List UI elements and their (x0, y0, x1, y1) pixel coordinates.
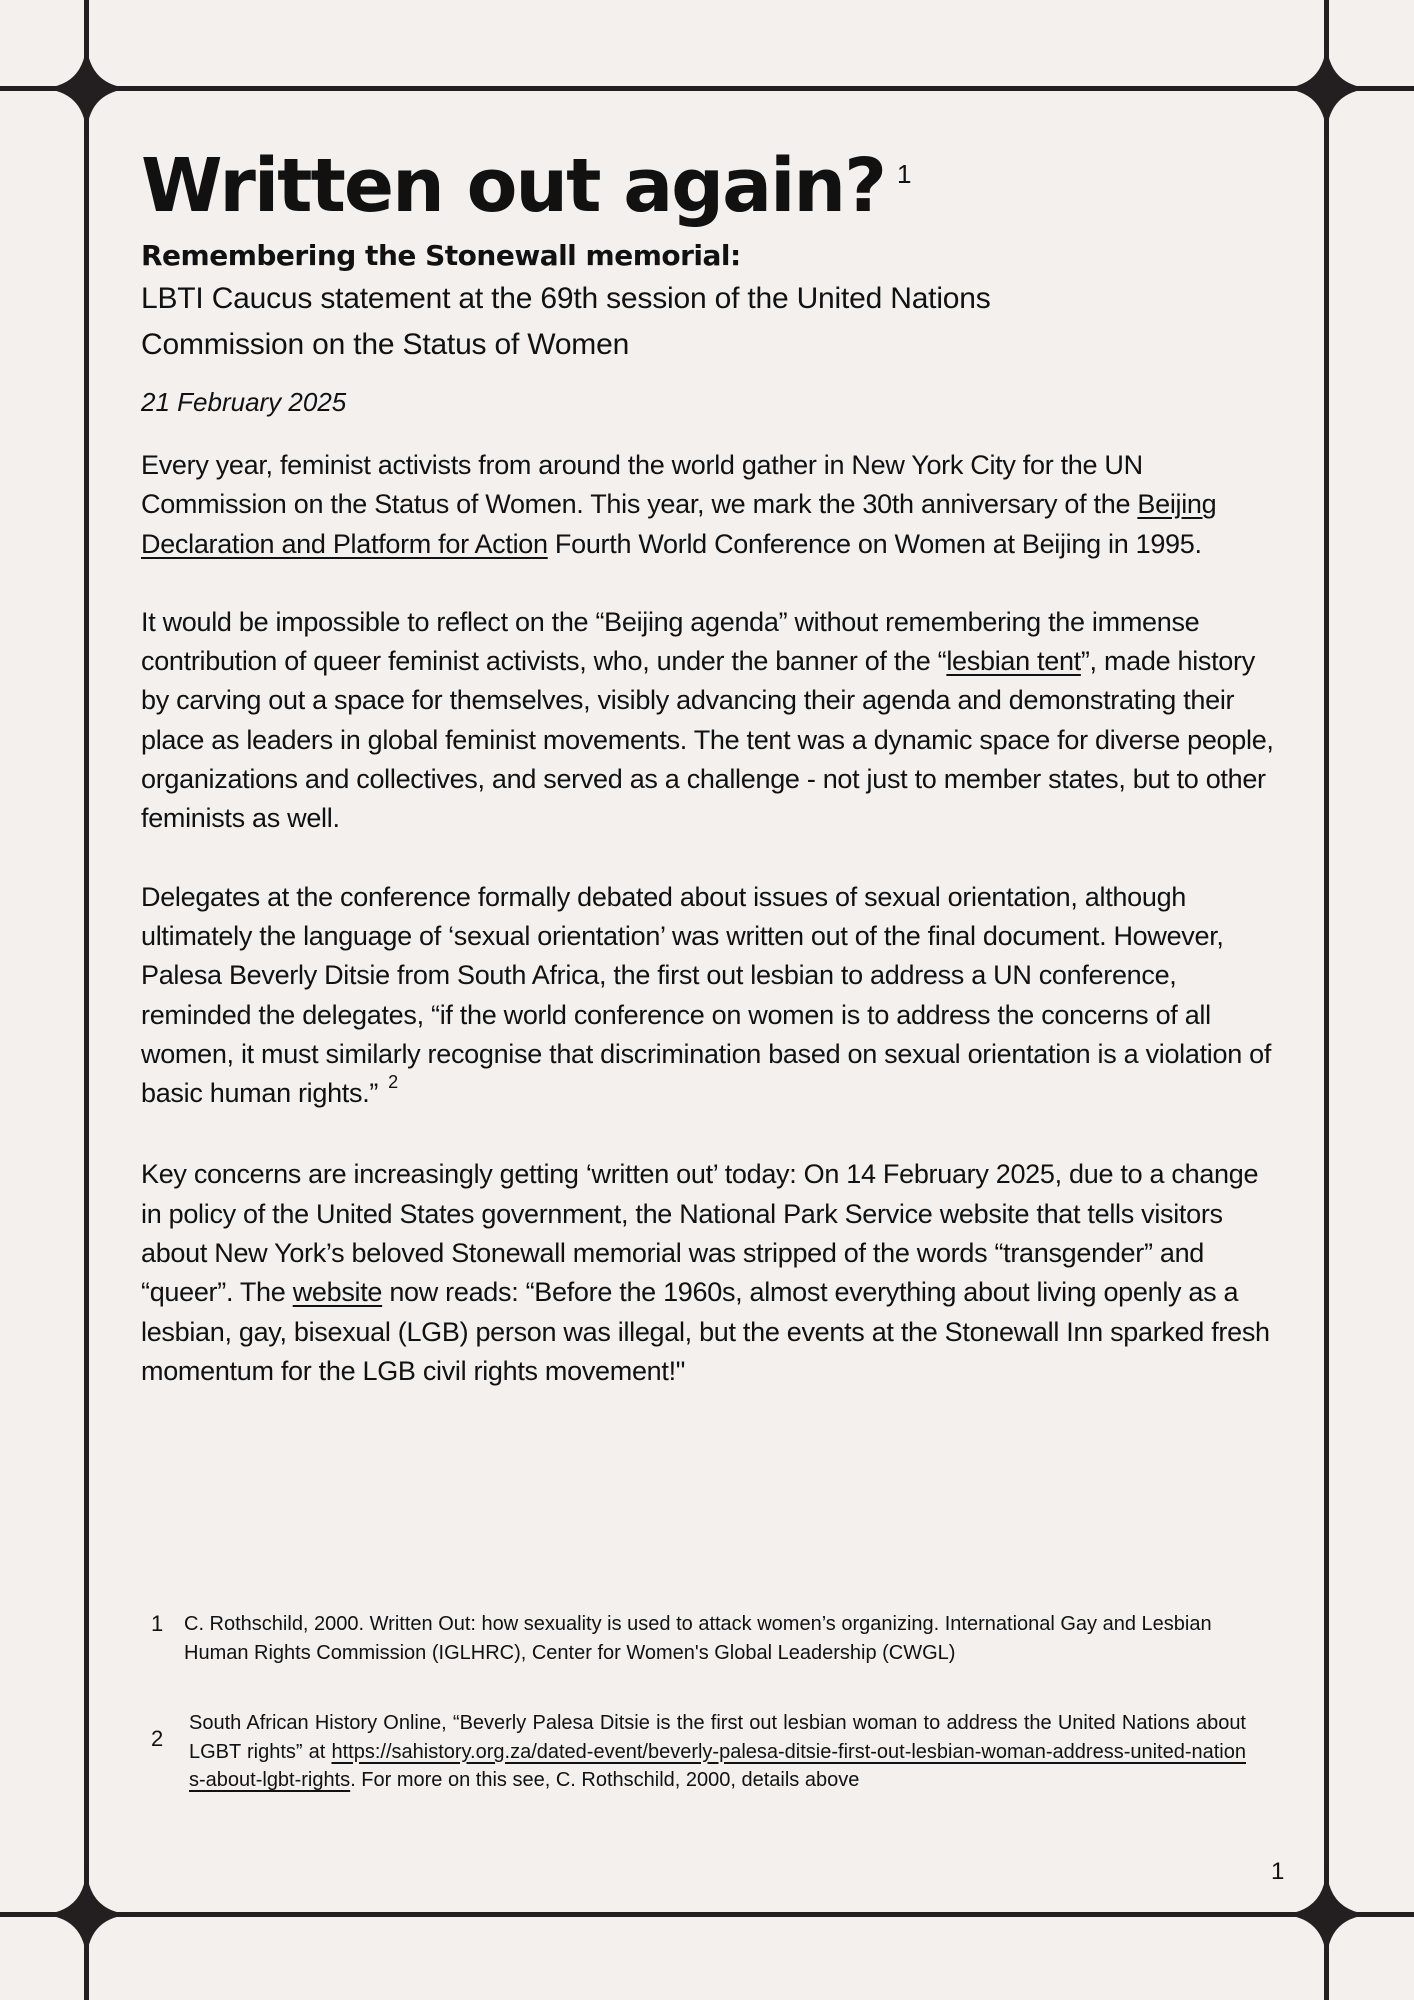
footnote-2 (141, 1709, 1246, 1795)
paragraph-text: Every year, feminist activists from around the world gather in New York City for the UN Commission on the Status of Women. This year, we mark the 30th anniversary of the (141, 450, 1143, 520)
website-link[interactable]: website (292, 1277, 383, 1308)
footnote-number: 1 (151, 1611, 164, 1636)
beijing-declaration-link[interactable]: Beijing Declaration and Platform for Action (141, 489, 1217, 559)
footnote-1 (141, 1610, 1246, 1667)
footnote-ref-2[interactable]: 2 (388, 1072, 398, 1093)
paragraph-intro (141, 446, 1276, 564)
frame-line-top (0, 86, 1414, 91)
frame-line-bottom (0, 1912, 1414, 1917)
lesbian-tent-link[interactable]: lesbian tent (946, 646, 1081, 677)
frame-line-right (1324, 0, 1329, 2000)
paragraph-delegates (141, 878, 1276, 1117)
page-title (141, 140, 1276, 232)
title-text: Written out again? (141, 143, 886, 229)
footnote-text (189, 1709, 1246, 1795)
footnote-number: 2 (151, 1726, 164, 1751)
paragraph-text: now reads: “Before the 1960s, almost everything about living openly as a lesbian, gay, bisexual (LGB) person was illegal, but the events at the Stonewall Inn sparked fresh momentum for the LGB civil rights movement!" (141, 1277, 1270, 1386)
paragraph-text: ”, made history by carving out a space for themselves, visibly advancing their agenda and demonstrating their place as leaders in global feminist movements. The tent was a dynamic space for diverse people, organizations and collectives, and served as a challenge - not just to member states, but to other feminists as well. (141, 646, 1274, 834)
document-body (141, 140, 1276, 1391)
publication-date: 21 February 2025 (141, 387, 347, 417)
title-footnote-ref[interactable]: 1 (897, 159, 912, 189)
footnote-text-part: South African History Online, “Beverly Palesa Ditsie is the first out lesbian woman to address the United Nations about LGBT rights” at (189, 1712, 1246, 1763)
page-number: 1 (1271, 1858, 1285, 1885)
footnotes (141, 1610, 1246, 1837)
footnote-text: C. Rothschild, 2000. Written Out: how sexuality is used to attack women’s organizing. International Gay and Lesbian Human Rights Commission (IGLHRC), Center for Women's Global Leadership (CWGL) (184, 1613, 1212, 1664)
paragraph-key-concerns (141, 1155, 1276, 1391)
paragraph-text: Fourth World Conference on Women at Beijing in 1995. (547, 528, 1202, 559)
subtitle: Remembering the Stonewall memorial: (141, 239, 741, 272)
sahistory-link[interactable]: https://sahistory.org.za/dated-event/beverly-palesa-ditsie-first-out-lesbian-woman-address-united-nations-about-lgbt-rights (189, 1740, 1246, 1791)
star-bottom-right-icon (1277, 1864, 1377, 1965)
star-top-left-icon (37, 38, 137, 139)
paragraph-text: Key concerns are increasingly getting ‘written out’ today: On 14 February 2025, due to a change in policy of the United States government, the National Park Service website that tells visitors about New York’s beloved Stonewall memorial was stripped of the words “transgender” and “queer”. The (141, 1159, 1259, 1308)
star-top-right-icon (1277, 38, 1377, 139)
paragraph-lesbian-tent (141, 603, 1276, 839)
paragraph-text: It would be impossible to reflect on the “Beijing agenda” without remembering the immense contribution of queer feminist activists, who, under the banner of the “ (141, 606, 1200, 677)
lead-line: Commission on the Status of Women (141, 328, 630, 361)
star-bottom-left-icon (37, 1864, 137, 1965)
paragraph-text: Delegates at the conference formally debated about issues of sexual orientation, although ultimately the language of ‘sexual orientation’ was written out of the final document. However, Palesa Beverly Ditsie from South Africa, the first out lesbian to address a UN conference, reminded the delegates, “if the world conference on women is to address the concerns of all women, it must similarly recognise that discrimination based on sexual orientation is a violation of basic human rights.” (141, 881, 1272, 1109)
lead-line: LBTI Caucus statement at the 69th session of the United Nations (141, 282, 991, 315)
footnote-text-part: . For more on this see, C. Rothschild, 2000, details above (350, 1769, 860, 1791)
frame-line-left (84, 0, 89, 2000)
